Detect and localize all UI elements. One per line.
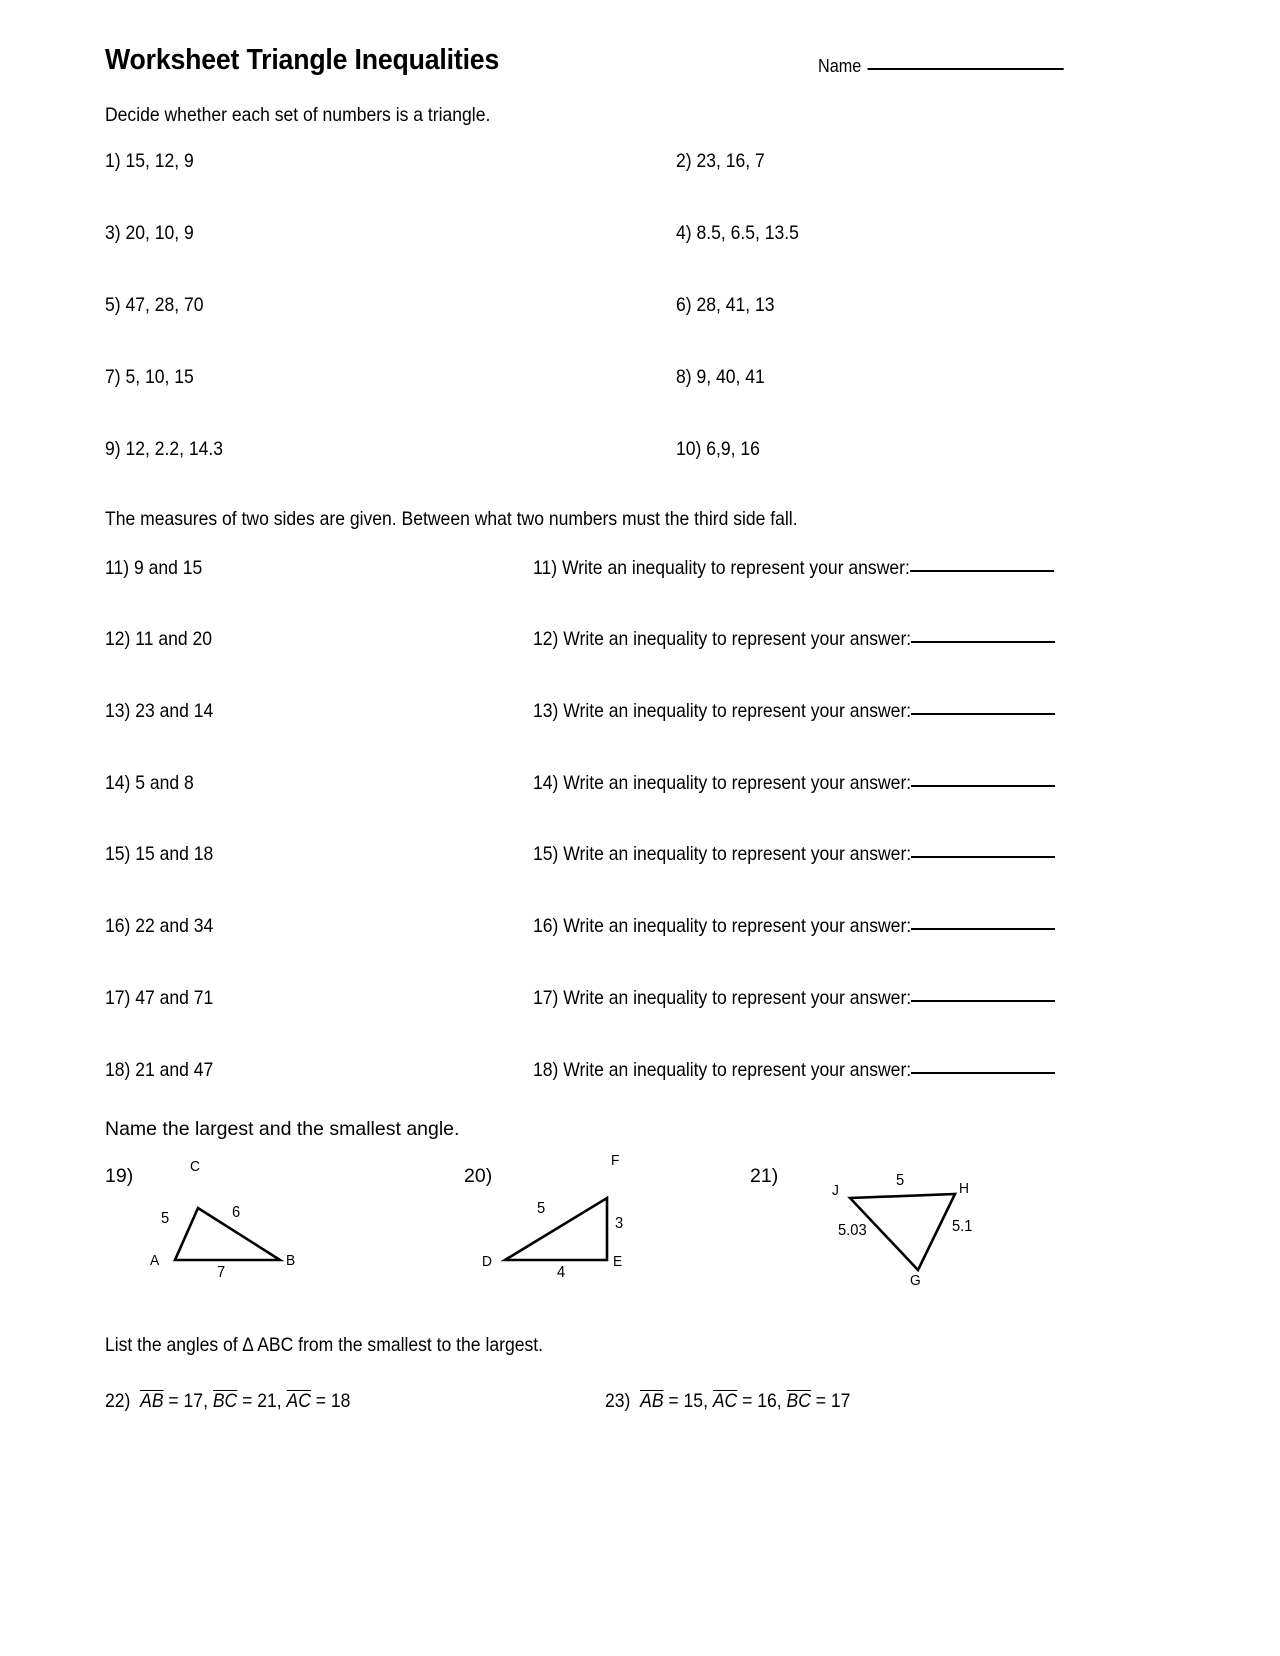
problem-23-segment-1: AB [640,1390,664,1412]
problem-4 [676,223,799,244]
problem-20-number: 20) [464,1165,493,1187]
problem-22-value-3: = 18 [315,1390,351,1412]
problem-1-text: 15, 12, 9 [125,150,194,172]
problem-19-number: 19) [105,1165,134,1187]
problem-23-value-2: = 16, [742,1390,782,1412]
problem-9-number: 9) [105,438,121,460]
triangle-21-vertex-G: G [910,1272,921,1289]
name-label: Name [818,56,862,76]
triangle-20-side-DE-length: 4 [557,1264,566,1281]
problem-3-text: 20, 10, 9 [125,222,194,244]
problem-6-number: 6) [676,294,692,316]
problem-7-text: 5, 10, 15 [125,366,194,388]
triangle-21-vertex-J: J [832,1182,839,1199]
triangle-20-side-FE-length: 3 [615,1215,624,1232]
problem-8-number: 8) [676,366,692,388]
problem-11-answer-blank[interactable] [910,570,1054,572]
triangle-19-side-AB-length: 7 [217,1264,226,1281]
problem-1-number: 1) [105,150,121,172]
problem-3-number: 3) [105,222,121,244]
problem-22 [105,1390,350,1412]
problem-22-number: 22) [105,1390,131,1412]
problem-14-inequality-label: 14) Write an inequality to represent your answer: [533,772,912,794]
triangle-19-vertex-A: A [150,1252,160,1269]
triangle-figure-19 [150,1160,310,1280]
problem-18-answer-blank[interactable] [911,1072,1055,1074]
problem-16-answer-blank[interactable] [911,928,1055,930]
triangle-19-outline [175,1208,280,1260]
problem-22-segment-3: AC [286,1390,311,1412]
problem-17-inequality-prompt [533,988,1055,1009]
problem-16-inequality-label: 16) Write an inequality to represent your answer: [533,915,912,937]
problem-4-text: 8.5, 6.5, 13.5 [696,222,799,244]
section2-instruction: The measures of two sides are given. Between what two numbers must the third side fall. [105,508,798,530]
problem-14-inequality-prompt [533,773,1055,794]
problem-10 [676,439,760,460]
problem-5-number: 5) [105,294,121,316]
problem-14-sides: 14) 5 and 8 [105,772,194,794]
problem-15-inequality-label: 15) Write an inequality to represent your answer: [533,843,912,865]
problem-13-sides: 13) 23 and 14 [105,700,214,722]
triangle-21-side-JH-length: 5 [896,1172,905,1189]
problem-16-sides: 16) 22 and 34 [105,915,214,937]
problem-18-inequality-prompt [533,1060,1055,1081]
problem-23-segment-2: AC [712,1390,738,1412]
problem-22-segment-2: BC [212,1390,238,1412]
problem-13-answer-blank[interactable] [911,713,1055,715]
problem-23-number: 23) [605,1390,631,1412]
problem-17-sides: 17) 47 and 71 [105,987,214,1009]
problem-23-value-1: = 15, [668,1390,708,1412]
triangle-21-side-HG-length: 5.1 [952,1218,973,1235]
problem-16-inequality-prompt [533,916,1055,937]
triangle-19-side-CB-length: 6 [232,1204,241,1221]
triangle-20-outline [505,1198,607,1260]
problem-12-inequality-prompt [533,629,1055,650]
problem-18-inequality-label: 18) Write an inequality to represent your answer: [533,1059,912,1081]
problem-6 [676,295,775,316]
problem-5 [105,295,204,316]
problem-9-text: 12, 2.2, 14.3 [125,438,224,460]
problem-15-answer-blank[interactable] [911,856,1055,858]
triangle-20-side-DF-length: 5 [537,1200,546,1217]
section1-instruction: Decide whether each set of numbers is a triangle. [105,104,491,126]
section4-instruction: List the angles of ∆ ABC from the smallest to the largest. [105,1334,544,1356]
problem-13-inequality-label: 13) Write an inequality to represent your answer: [533,700,912,722]
triangle-figure-21 [830,1160,990,1290]
triangle-19-vertex-C: C [190,1158,200,1175]
problem-21-number: 21) [750,1165,779,1187]
problem-8 [676,367,765,388]
problem-15-inequality-prompt [533,844,1055,865]
triangle-20-vertex-E: E [613,1253,623,1270]
problem-17-inequality-label: 17) Write an inequality to represent your answer: [533,987,912,1009]
problem-23 [605,1390,850,1412]
problem-11-inequality-prompt [533,558,1054,579]
triangle-figure-20 [482,1152,635,1281]
name-blank-line[interactable] [868,68,1064,70]
problem-10-number: 10) [676,438,702,460]
problem-11-inequality-label: 11) Write an inequality to represent your answer: [533,557,910,579]
triangle-21-side-JG-length: 5.03 [838,1222,867,1239]
problem-7 [105,367,194,388]
problem-14-answer-blank[interactable] [911,785,1055,787]
problem-22-value-1: = 17, [168,1390,208,1412]
problem-7-number: 7) [105,366,121,388]
problem-1 [105,151,194,172]
triangle-21-vertex-H: H [959,1180,969,1197]
section3-instruction: Name the largest and the smallest angle. [105,1118,460,1140]
problem-12-inequality-label: 12) Write an inequality to represent your answer: [533,628,912,650]
problem-22-value-2: = 21, [242,1390,282,1412]
problem-2-number: 2) [676,150,692,172]
problem-15-sides: 15) 15 and 18 [105,843,214,865]
problem-6-text: 28, 41, 13 [696,294,775,316]
problem-22-segment-1: AB [140,1390,164,1412]
problem-4-number: 4) [676,222,692,244]
problem-17-answer-blank[interactable] [911,1000,1055,1002]
problem-10-text: 6,9, 16 [706,438,760,460]
problem-23-value-3: = 17 [815,1390,851,1412]
problem-2 [676,151,765,172]
problem-18-sides: 18) 21 and 47 [105,1059,214,1081]
problem-12-sides: 12) 11 and 20 [105,628,213,650]
problem-11-sides: 11) 9 and 15 [105,557,203,579]
page-title: Worksheet Triangle Inequalities [105,44,500,76]
triangle-20-vertex-F: F [611,1152,620,1169]
triangle-19-vertex-B: B [286,1252,296,1269]
triangle-19-side-AC-length: 5 [161,1210,170,1227]
problem-13-inequality-prompt [533,701,1055,722]
problem-12-answer-blank[interactable] [911,641,1055,643]
problem-5-text: 47, 28, 70 [125,294,204,316]
problem-9 [105,439,223,460]
triangle-20-vertex-D: D [482,1253,492,1270]
problem-3 [105,223,194,244]
problem-8-text: 9, 40, 41 [696,366,765,388]
problem-23-segment-3: BC [786,1390,811,1412]
problem-2-text: 23, 16, 7 [696,150,765,172]
name-field-block [818,56,1064,77]
